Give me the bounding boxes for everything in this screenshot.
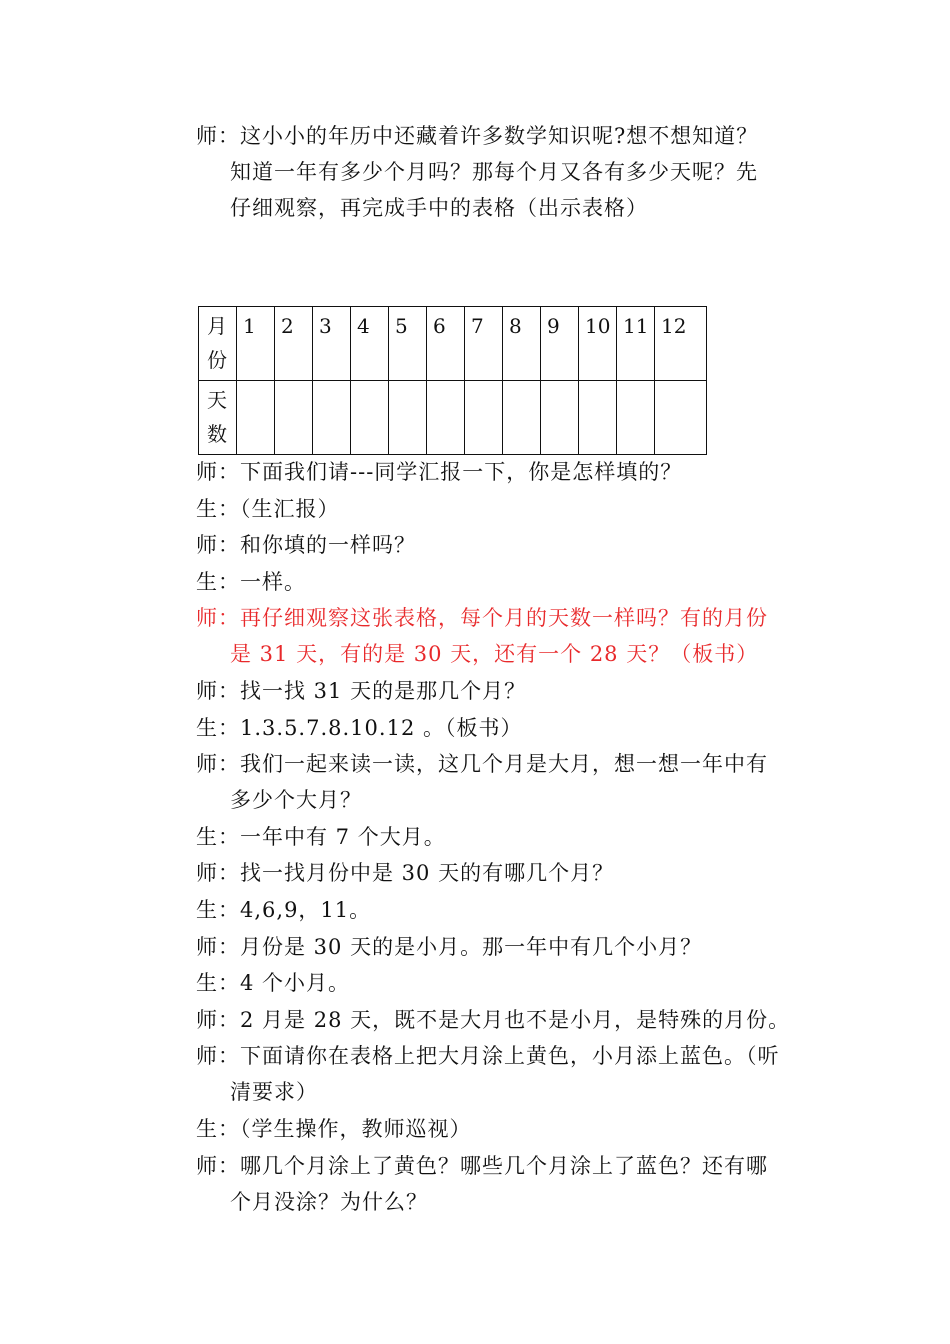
month-cell: 3 — [313, 307, 351, 381]
dialogue-paragraph — [196, 527, 776, 563]
month-cell: 8 — [503, 307, 541, 381]
days-cell — [389, 381, 427, 455]
dialogue-paragraph — [196, 892, 776, 928]
intro-line: 知道一年有多少个月吗？那每个月又各有多少天呢？先 — [230, 160, 758, 184]
days-cell — [237, 381, 275, 455]
month-cell: 10 — [579, 307, 617, 381]
dialogue-line: 生：一样。 — [196, 569, 306, 594]
dialogue-line: 师：我们一起来读一读，这几个月是大月，想一想一年中有 — [196, 752, 768, 777]
dialogue-paragraph — [196, 564, 776, 600]
dialogue-paragraph — [196, 965, 776, 1001]
dialogue-line: 生：（生汇报） — [196, 496, 340, 521]
dialogue-paragraph — [196, 491, 776, 527]
days-cell — [465, 381, 503, 455]
dialogue-paragraph — [196, 929, 776, 965]
dialogue-line: 师：下面我们请---同学汇报一下，你是怎样填的？ — [196, 460, 683, 484]
dialogue-paragraph — [196, 1111, 776, 1147]
dialogue-line: 多少个大月？ — [230, 788, 362, 813]
month-cell: 4 — [351, 307, 389, 381]
month-row-header: 月 份 — [199, 307, 237, 381]
dialogue-line: 是 31 天，有的是 30 天，还有一个 28 天？（板书） — [230, 642, 759, 667]
month-cell: 12 — [655, 307, 707, 381]
month-cell: 9 — [541, 307, 579, 381]
days-cell — [427, 381, 465, 455]
intro-line: 仔细观察，再完成手中的表格（出示表格） — [230, 196, 648, 220]
dialogue-paragraph — [196, 673, 776, 709]
dialogue-line: 师：找一找月份中是 30 天的有哪几个月？ — [196, 861, 615, 886]
dialogue-line: 生：1.3.5.7.8.10.12 。（板书） — [196, 715, 523, 740]
days-cell — [503, 381, 541, 455]
days-cell — [579, 381, 617, 455]
days-cell — [655, 381, 707, 455]
intro-paragraph — [196, 118, 776, 226]
dialogue-paragraph — [196, 454, 776, 490]
dialogue-line: 清要求） — [230, 1080, 318, 1105]
month-cell: 1 — [237, 307, 275, 381]
dialogue-line: 个月没涂？为什么？ — [230, 1189, 428, 1214]
dialogue-paragraph — [196, 1038, 780, 1110]
dialogue-line: 师：找一找 31 天的是那几个月？ — [196, 679, 527, 703]
dialogue-line: 师：下面请你在表格上把大月涂上黄色，小月添上蓝色。（听 — [196, 1044, 780, 1069]
days-cell — [313, 381, 351, 455]
month-cell: 6 — [427, 307, 465, 381]
month-cell: 7 — [465, 307, 503, 381]
month-row — [199, 307, 707, 381]
dialogue-paragraph — [196, 710, 776, 746]
dialogue-line: 生：4,6,9，11。 — [196, 898, 372, 922]
days-cell — [275, 381, 313, 455]
month-cell: 5 — [389, 307, 427, 381]
days-cell — [617, 381, 655, 455]
dialogue-paragraph — [196, 746, 776, 818]
dialogue-line: 生：（学生操作，教师巡视） — [196, 1117, 472, 1141]
days-row — [199, 381, 707, 455]
dialogue-paragraph — [196, 1148, 776, 1220]
month-cell: 11 — [617, 307, 655, 381]
dialogue-line: 生：4 个小月。 — [196, 971, 351, 996]
dialogue-line: 师：哪几个月涂上了黄色？哪些几个月涂上了蓝色？还有哪 — [196, 1153, 768, 1178]
month-days-table — [198, 306, 707, 455]
dialogue-line: 师：月份是 30 天的是小月。那一年中有几个小月？ — [196, 934, 703, 959]
intro-line: 师：这小小的年历中还藏着许多数学知识呢?想不想知道？ — [196, 124, 759, 148]
days-cell — [351, 381, 389, 455]
days-cell — [541, 381, 579, 455]
dialogue-line: 师：2 月是 28 天，既不是大月也不是小月，是特殊的月份。 — [196, 1007, 791, 1032]
month-cell: 2 — [275, 307, 313, 381]
dialogue-paragraph — [196, 600, 776, 672]
dialogue-paragraph — [196, 855, 776, 891]
dialogue-line: 师：和你填的一样吗？ — [196, 533, 416, 558]
dialogue-line: 师：再仔细观察这张表格，每个月的天数一样吗？有的月份 — [196, 606, 768, 631]
dialogue-paragraph — [196, 1002, 791, 1038]
dialogue-paragraph — [196, 819, 776, 855]
dialogue-line: 生：一年中有 7 个大月。 — [196, 824, 446, 849]
days-row-header: 天 数 — [199, 381, 237, 455]
